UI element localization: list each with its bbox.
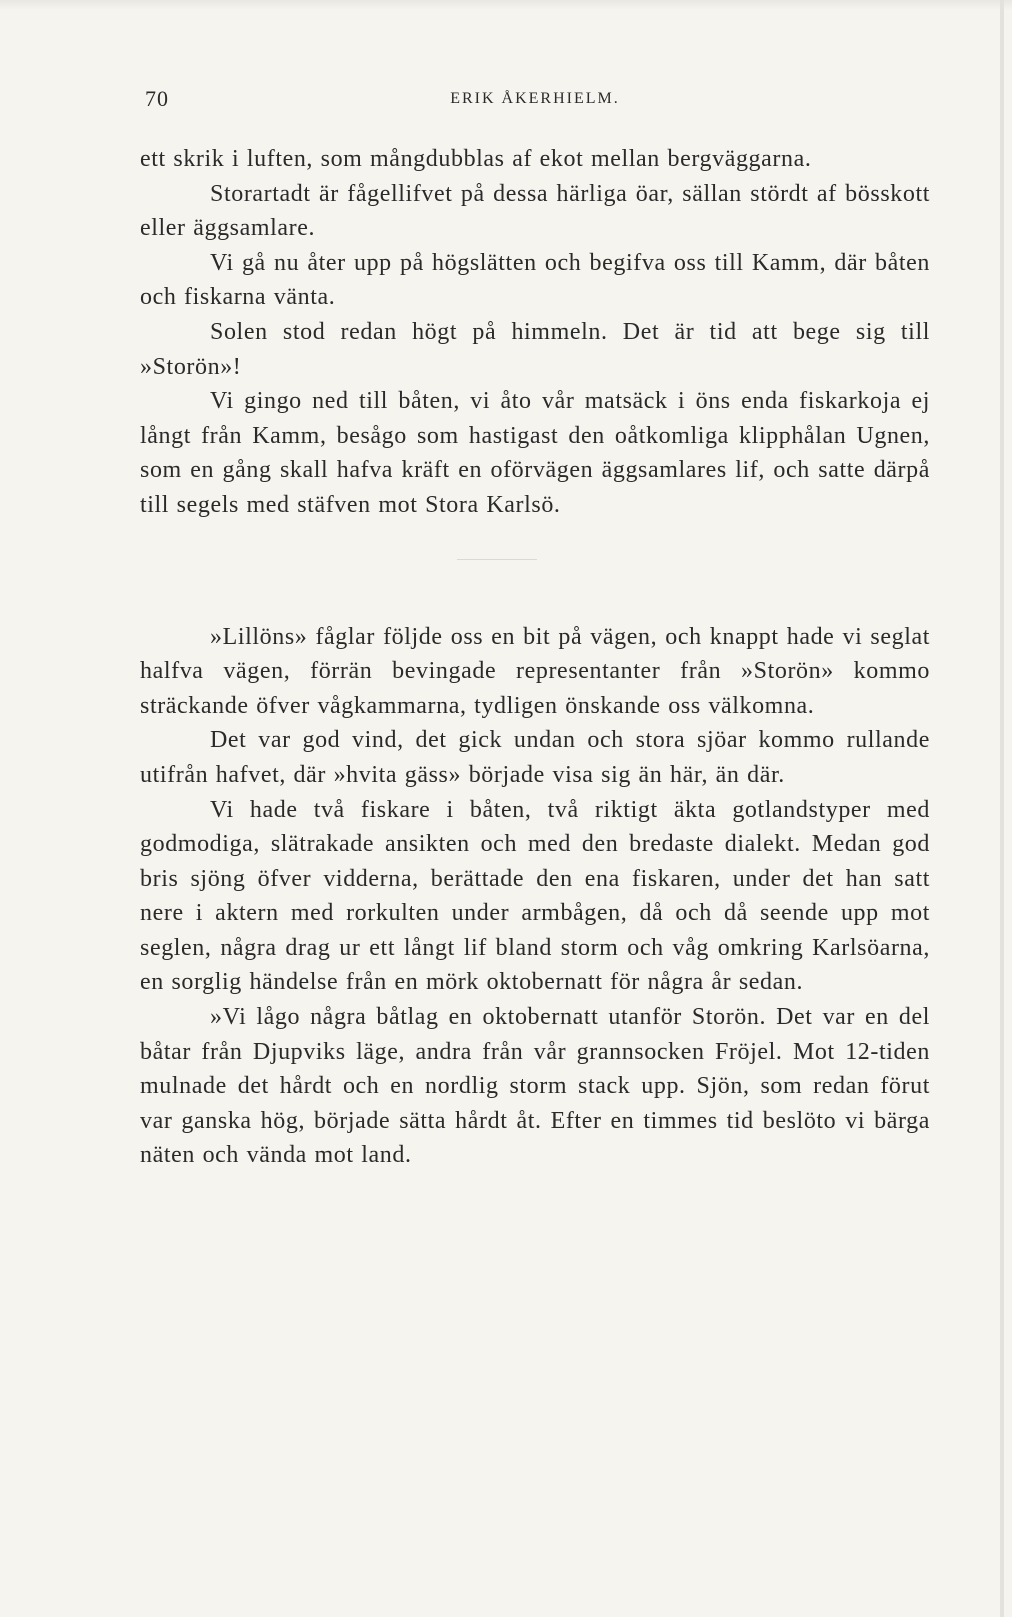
page-number: 70 — [145, 86, 169, 111]
body-text — [140, 142, 930, 1173]
section-two — [140, 620, 930, 1174]
paragraph: »Lillöns» fåglar följde oss en bit på vägen, och knappt hade vi seglat halfva vägen, förrän bevingade representanter från »Storön» kommo sträckande öfver vågkammarna, tydligen önskande oss välkomna. — [140, 623, 930, 719]
paragraph: ett skrik i luften, som mångdubblas af ekot mellan bergväggarna. — [140, 146, 812, 172]
scan-right-edge — [1000, 0, 1004, 1617]
paragraph: Det var god vind, det gick undan och stora sjöar kommo rullande utifrån hafvet, där »hvita gäss» började visa sig än här, än där. — [140, 727, 930, 788]
section-divider — [457, 559, 537, 560]
paragraph: Vi gå nu åter upp på högslätten och begifva oss till Kamm, där båten och fiskarna vänta. — [140, 249, 930, 311]
scan-top-edge — [0, 0, 1012, 10]
paragraph: Vi gingo ned till båten, vi åto vår matsäck i öns enda fiskarkoja ej långt från Kamm, besågo som hastigast den oåtkomliga klipphålan Ugnen, som en gång skall hafva kräft en oförvägen äggsamlares lif, och satte därpå till segels med stäfven mot Stora Karlsö. — [140, 388, 930, 518]
running-head: ERIK ÅKERHIELM. — [450, 90, 620, 107]
paragraph: Vi hade två fiskare i båten, två riktigt äkta gotlandstyper med godmodiga, slätrakade ansikten och med den bredaste dialekt. Medan god bris sjöng öfver vidderna, berättade den ena fiskaren, under det han satt nere i aktern med rorkulten under armbågen, då och då seende upp mot seglen, några drag ur ett långt lif bland storm och våg omkring Karlsöarna, en sorglig händelse från en mörk oktobernatt för några år sedan. — [140, 796, 930, 996]
paragraph: Solen stod redan högt på himmeln. Det är tid att bege sig till »Storön»! — [140, 318, 930, 380]
page-header — [145, 86, 925, 118]
paragraph: »Vi lågo några båtlag en oktobernatt utanför Storön. Det var en del båtar från Djupviks läge, andra från vår grannsocken Fröjel. Mot 12-tiden mulnade det hårdt och en nordlig storm stack upp. Sjön, som redan förut var ganska hög, började sätta hårdt åt. Efter en timmes tid beslöto vi bärga näten och vända mot land. — [140, 1004, 930, 1169]
paragraph: Storartadt är fågellifvet på dessa härliga öar, sällan stördt af bösskott eller äggsamlare. — [140, 180, 930, 242]
